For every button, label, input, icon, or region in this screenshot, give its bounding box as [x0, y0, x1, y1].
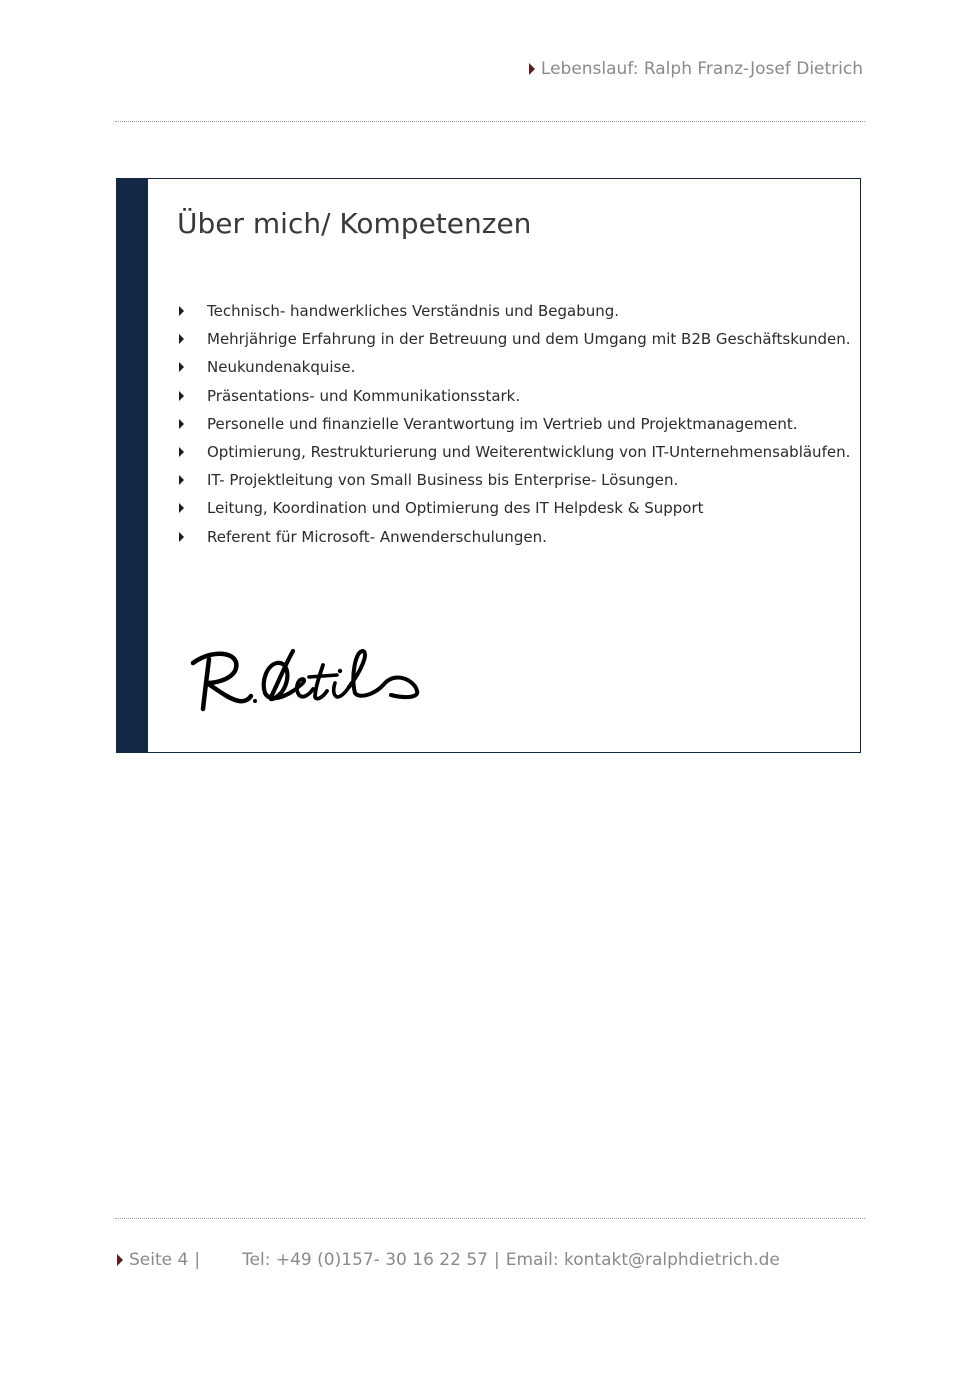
header-title: Lebenslauf: Ralph Franz-Josef Dietrich [540, 59, 863, 79]
bullet-icon [179, 532, 184, 542]
list-item: Leitung, Koordination und Optimierung des IT Helpdesk & Support [179, 494, 851, 522]
list-item: Präsentations- und Kommunikationsstark. [179, 382, 851, 410]
section-title: Über mich/ Kompetenzen [177, 207, 532, 240]
footer-phone: Tel: +49 (0)157- 30 16 22 57 [242, 1250, 488, 1270]
list-item: Mehrjährige Erfahrung in der Betreuung und dem Umgang mit B2B Geschäftskunden. [179, 325, 851, 353]
triangle-bullet-icon [529, 63, 535, 75]
bullet-icon [179, 503, 184, 513]
list-item: Optimierung, Restrukturierung und Weiterentwicklung von IT-Unternehmensabläufen. [179, 438, 851, 466]
list-item: Neukundenakquise. [179, 353, 851, 381]
bullet-icon [179, 391, 184, 401]
bullet-icon [179, 475, 184, 485]
bullet-icon [179, 306, 184, 316]
list-item: Referent für Microsoft- Anwenderschulungen. [179, 523, 851, 551]
footer-separator: | [493, 1250, 500, 1270]
bullet-icon [179, 334, 184, 344]
footer-separator: | [194, 1250, 201, 1270]
page-number: Seite 4 [129, 1250, 189, 1270]
page-footer [117, 1248, 780, 1272]
page-header [529, 57, 863, 81]
header-divider [115, 121, 865, 122]
footer-email: Email: kontakt@ralphdietrich.de [505, 1250, 780, 1270]
list-item: Technisch- handwerkliches Verständnis und Begabung. [179, 297, 851, 325]
list-item: Personelle und finanzielle Verantwortung im Vertrieb und Projektmanagement. [179, 410, 851, 438]
card-accent-bar [117, 179, 148, 752]
competencies-card [116, 178, 861, 753]
list-item: IT- Projektleitung von Small Business bis Enterprise- Lösungen. [179, 466, 851, 494]
bullet-icon [179, 447, 184, 457]
handwritten-signature [185, 641, 425, 721]
footer-divider [115, 1218, 865, 1219]
triangle-bullet-icon [117, 1254, 123, 1266]
bullet-icon [179, 419, 184, 429]
competencies-list [179, 297, 851, 551]
bullet-icon [179, 362, 184, 372]
